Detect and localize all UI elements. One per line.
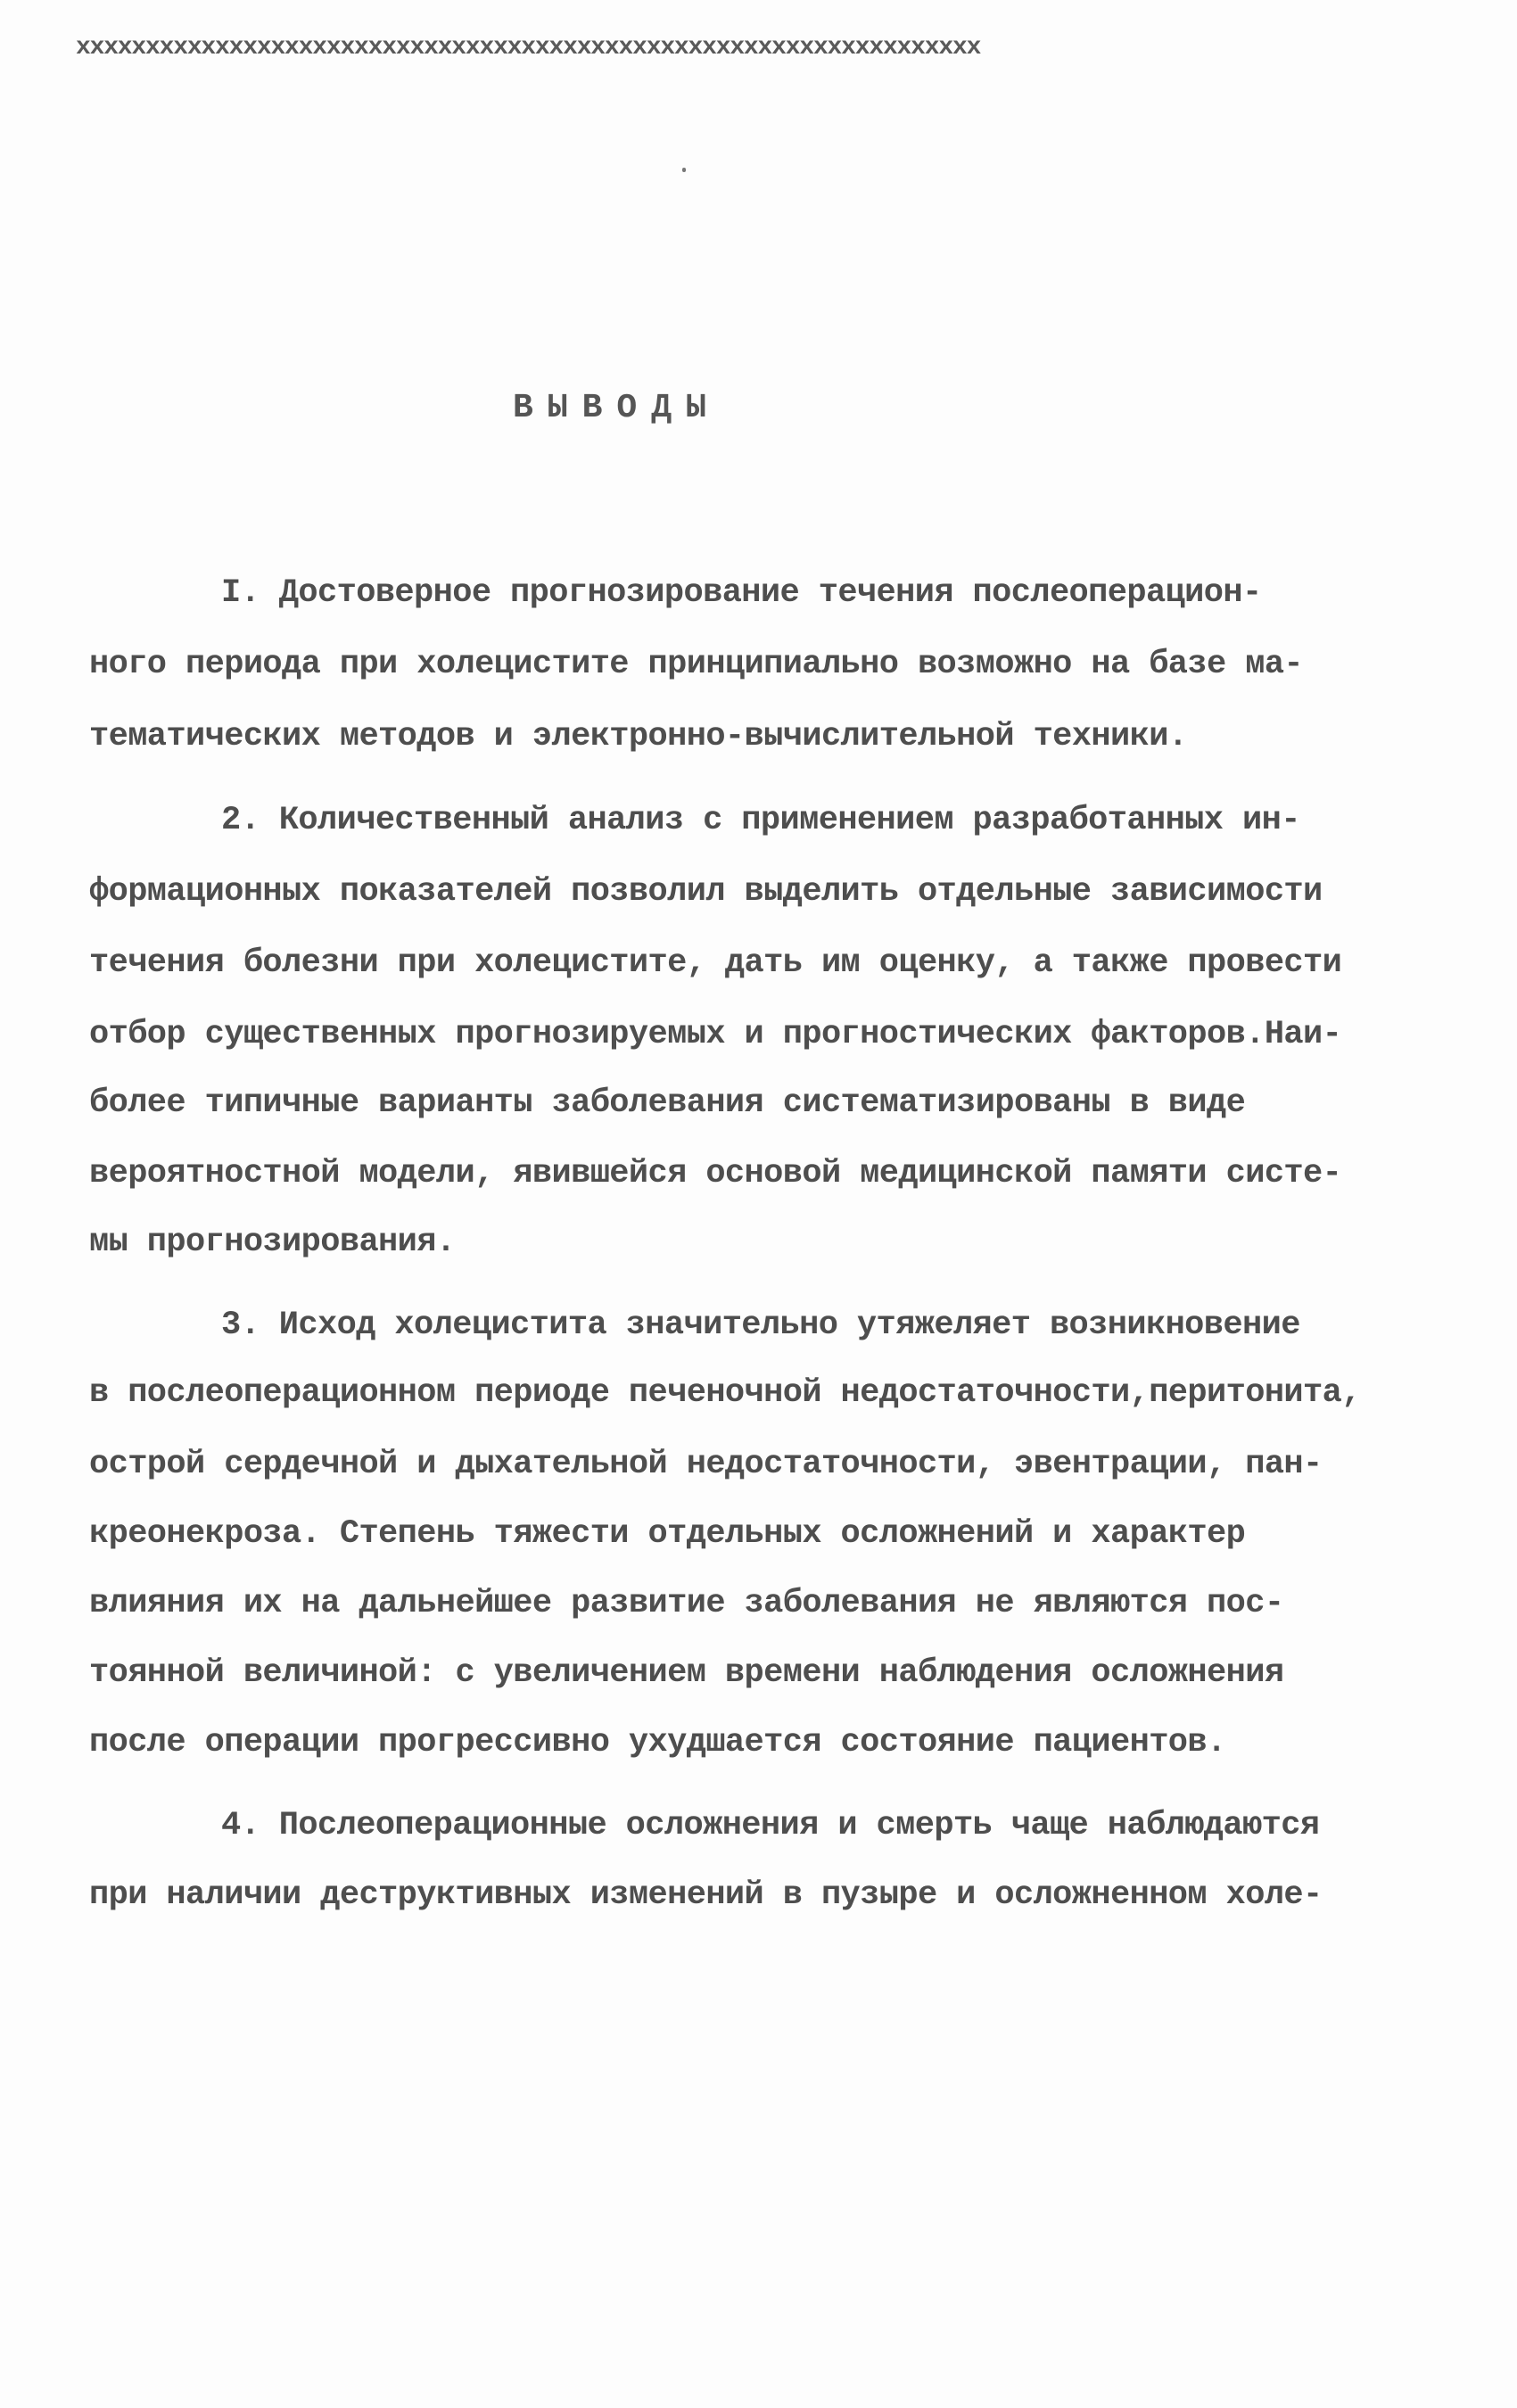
paragraph-3-line-7: после операции прогрессивно ухудшается состояние пациентов. xyxy=(89,1725,1226,1761)
paragraph-3-line-6: тоянной величиной: с увеличением времени наблюдения осложнения xyxy=(89,1655,1284,1691)
paragraph-2-line-5: более типичные варианты заболевания систематизированы в виде xyxy=(89,1085,1246,1121)
paragraph-1-line-1: I. Достоверное прогнозирование течения послеоперацион- xyxy=(221,575,1262,611)
paragraph-3-line-4: креонекроза. Степень тяжести отдельных осложнений и характер xyxy=(89,1516,1246,1552)
paragraph-3-line-3: острой сердечной и дыхательной недостаточности, эвентрации, пан- xyxy=(89,1447,1323,1482)
paragraph-2-line-7: мы прогнозирования. xyxy=(89,1225,456,1260)
paragraph-2-line-3: течения болезни при холецистите, дать им оценку, а также провести xyxy=(89,945,1342,981)
paragraph-2-line-6: вероятностной модели, явившейся основой медицинской памяти систе- xyxy=(89,1156,1342,1192)
typed-x-rule: xxxxxxxxxxxxxxxxxxxxxxxxxxxxxxxxxxxxxxxxxxxxxxxxxxxxxxxxxxxxxxxxx xyxy=(76,34,981,62)
paragraph-1-line-2: ного периода при холецистите принципиально возможно на базе ма- xyxy=(89,647,1304,682)
paragraph-1-line-3: тематических методов и электронно-вычислительной техники. xyxy=(89,719,1188,755)
paragraph-4-line-2: при наличии деструктивных изменений в пузыре и осложненном холе- xyxy=(89,1877,1323,1913)
paragraph-2-line-2: формационных показателей позволил выделить отдельные зависимости xyxy=(89,874,1323,910)
paragraph-2-line-1: 2. Количественный анализ с применением разработанных ин- xyxy=(221,803,1300,838)
ink-speck xyxy=(682,168,686,172)
paragraph-3-line-1: 3. Исход холецистита значительно утяжеляет возникновение xyxy=(221,1307,1300,1343)
section-heading: ВЫВОДЫ xyxy=(513,389,721,427)
paragraph-3-line-5: влияния их на дальнейшее развитие заболевания не являются пос- xyxy=(89,1586,1284,1621)
paragraph-2-line-4: отбор существенных прогнозируемых и прогностических факторов.Наи- xyxy=(89,1017,1342,1052)
paragraph-3-line-2: в послеоперационном периоде печеночной недостаточности,перитонита, xyxy=(89,1375,1361,1411)
paragraph-4-line-1: 4. Послеоперационные осложнения и смерть чаще наблюдаются xyxy=(221,1808,1320,1843)
